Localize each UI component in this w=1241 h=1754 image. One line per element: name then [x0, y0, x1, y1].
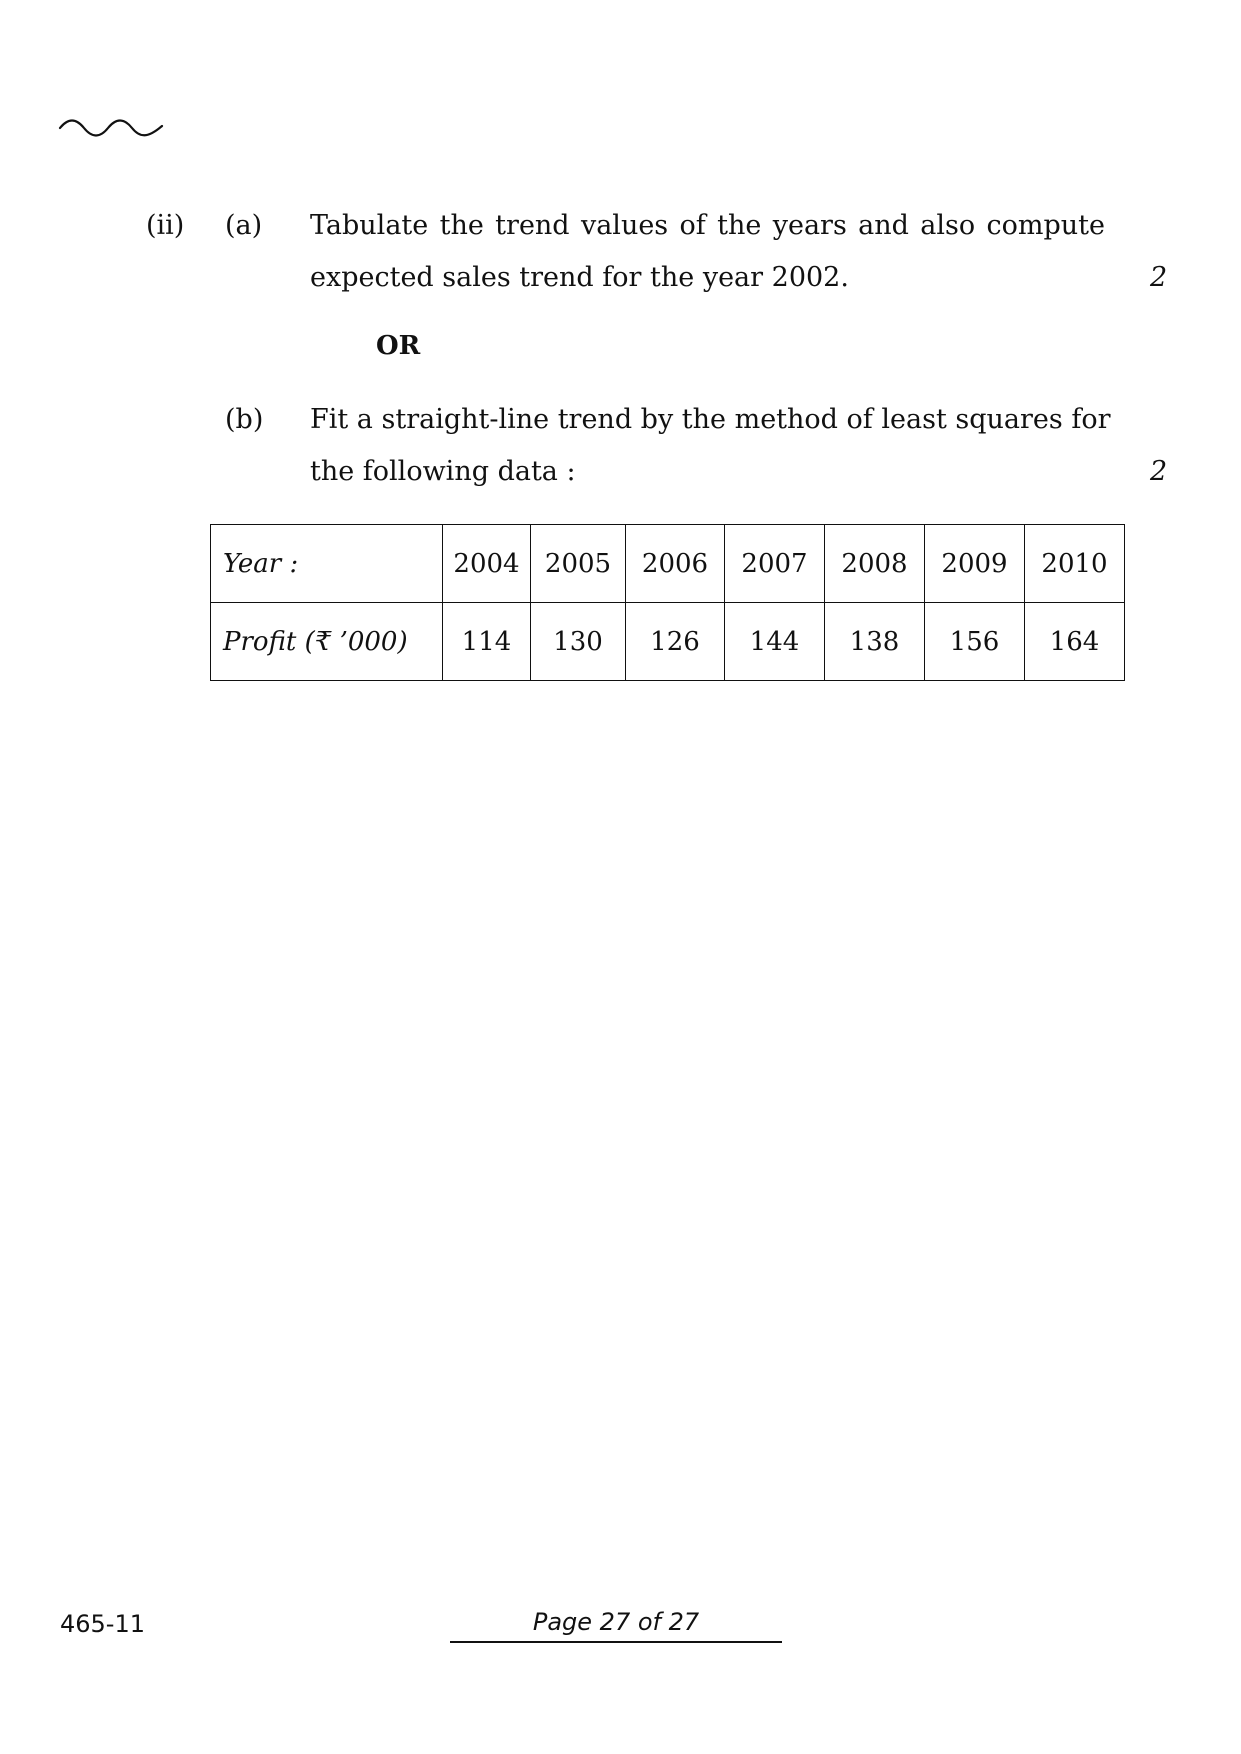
profit-data-table: [210, 524, 1125, 681]
profit-cell: 156: [925, 603, 1025, 681]
part-a-marks: 2: [1150, 262, 1168, 293]
or-separator: OR: [376, 331, 421, 361]
question-number: (ii): [146, 210, 185, 241]
profit-cell: 138: [825, 603, 925, 681]
tilde-mark-icon: [58, 112, 164, 142]
part-b-marks: 2: [1150, 456, 1168, 487]
part-a-text-line-1: Tabulate the trend values of the years and also compute: [310, 210, 1105, 241]
profit-cell: 164: [1025, 603, 1125, 681]
footer-underline: [450, 1641, 782, 1643]
page-number: Page 27 of 27: [532, 1608, 700, 1636]
year-cell: 2007: [725, 525, 825, 603]
table-row-profit: [211, 603, 1125, 681]
profit-cell: 126: [626, 603, 725, 681]
year-cell: 2010: [1025, 525, 1125, 603]
part-b-label: (b): [225, 404, 264, 435]
part-a-label: (a): [225, 210, 263, 241]
profit-cell: 130: [531, 603, 626, 681]
year-cell: 2006: [626, 525, 725, 603]
profit-row-label: Profit (₹ ’000): [211, 603, 443, 681]
paper-code: 465-11: [60, 1610, 146, 1638]
part-b-text-line-2: the following data :: [310, 456, 576, 487]
part-b-text-line-1: Fit a straight-line trend by the method of least squares for: [310, 404, 1111, 435]
year-row-label: Year :: [211, 525, 443, 603]
profit-cell: 144: [725, 603, 825, 681]
profit-cell: 114: [443, 603, 531, 681]
year-cell: 2005: [531, 525, 626, 603]
year-cell: 2004: [443, 525, 531, 603]
part-a-text-line-2: expected sales trend for the year 2002.: [310, 262, 849, 293]
year-cell: 2009: [925, 525, 1025, 603]
year-cell: 2008: [825, 525, 925, 603]
table-row-year: [211, 525, 1125, 603]
